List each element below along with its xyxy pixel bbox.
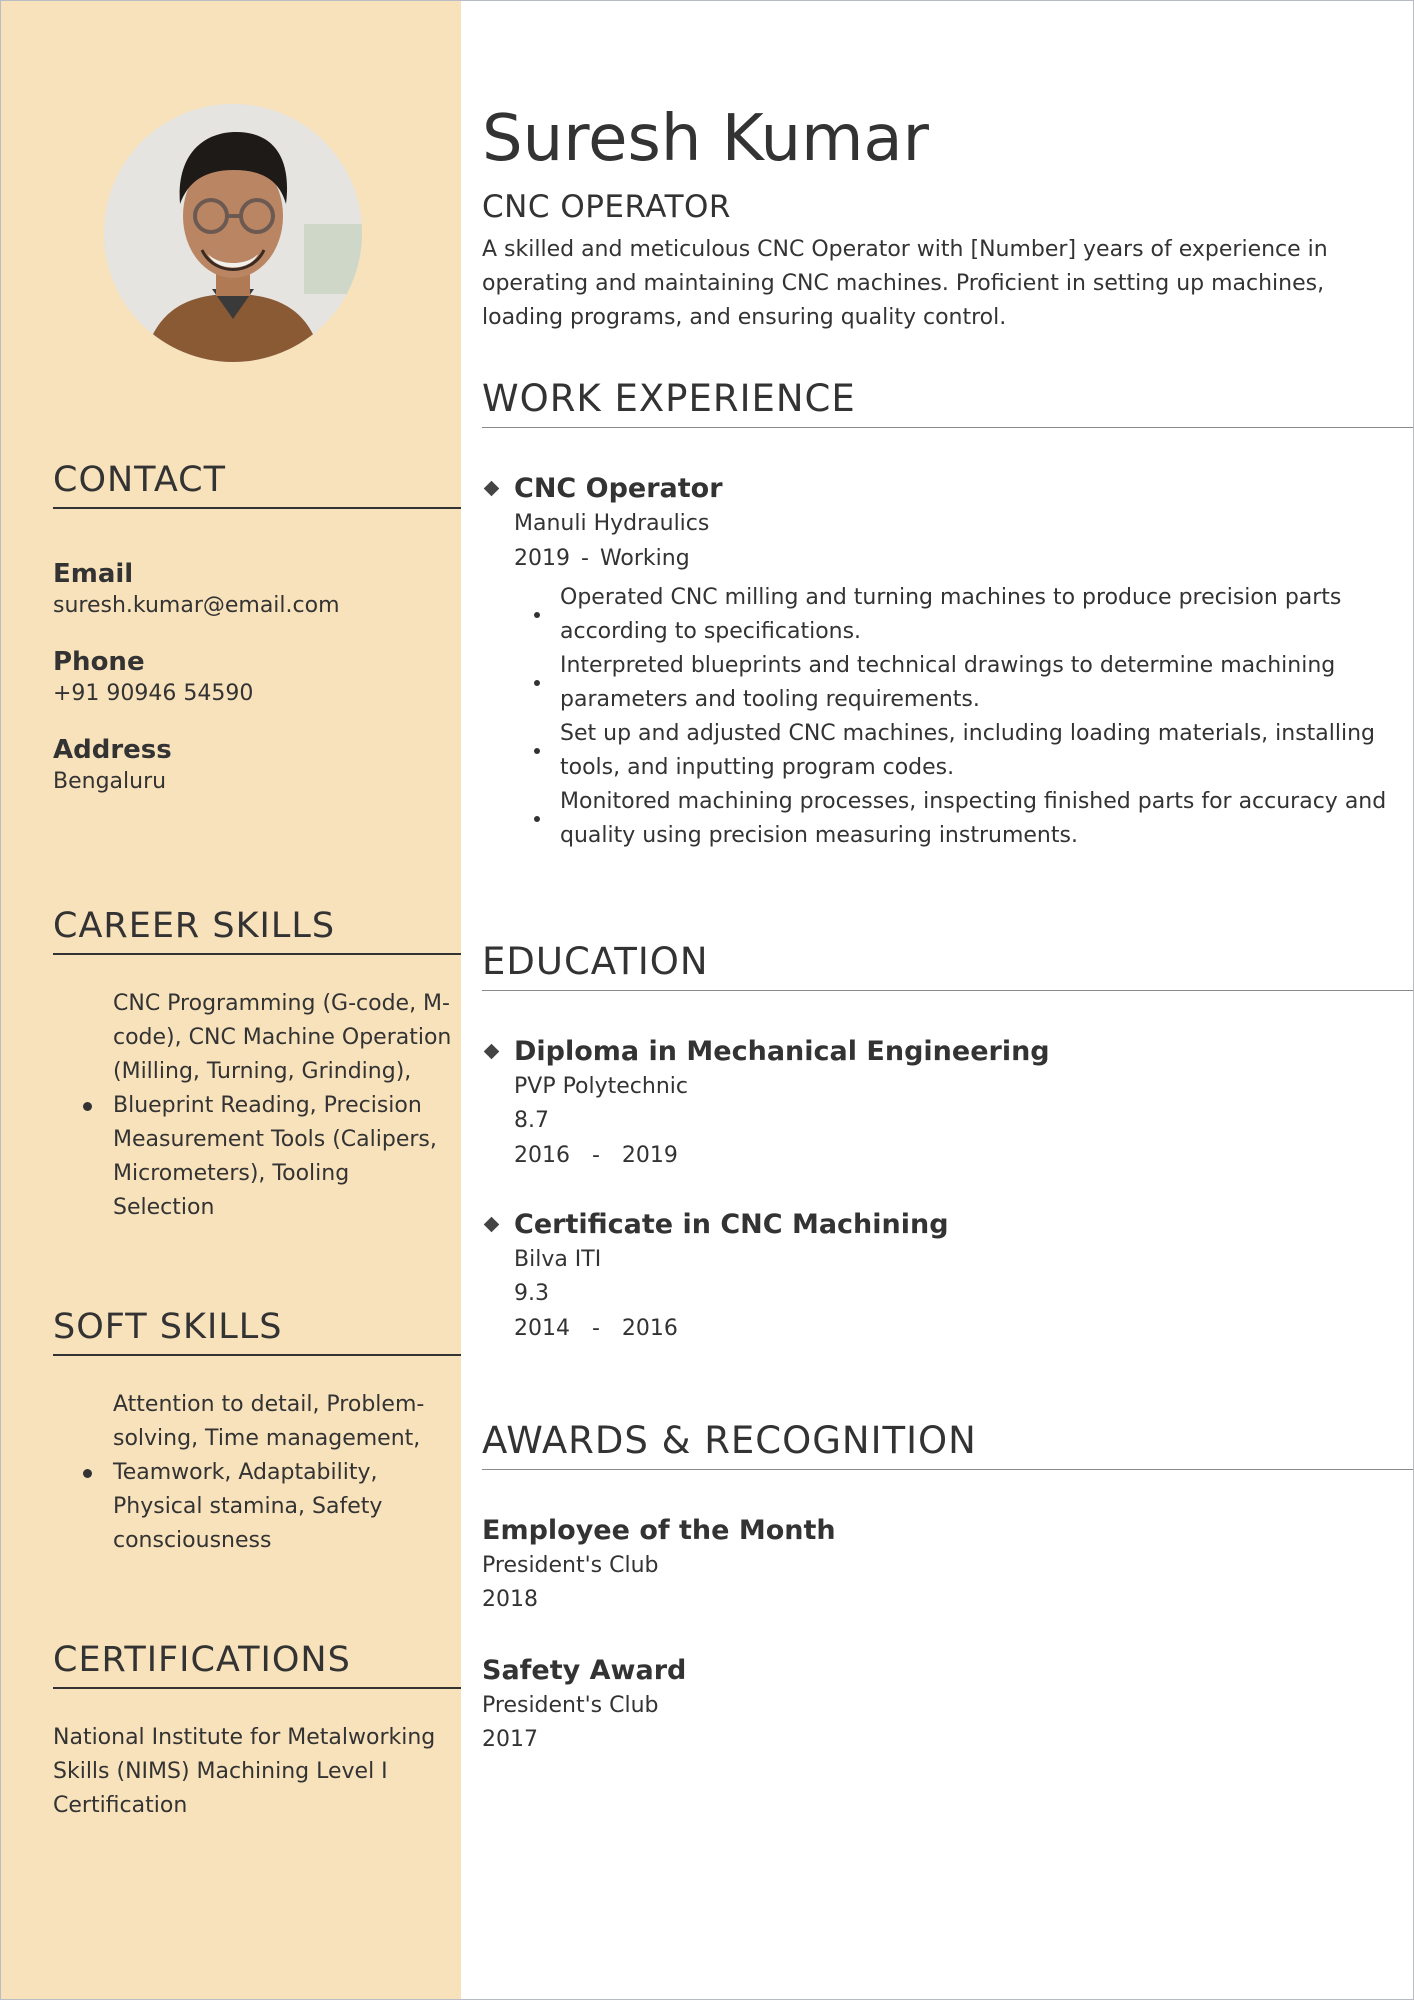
duty-text: Operated CNC milling and turning machines to produce precision parts according to specifications. [560, 585, 1342, 644]
education-dates: 2016 - 2019 [514, 1143, 678, 1168]
diamond-bullet-icon [484, 1217, 500, 1233]
candidate-name: Suresh Kumar [482, 102, 929, 176]
degree-title [482, 1207, 1392, 1243]
award-org: President's Club [482, 1693, 659, 1718]
bullet-icon [534, 612, 540, 618]
education-score: 8.7 [514, 1108, 549, 1133]
list-item [560, 581, 1392, 649]
list-item [560, 649, 1392, 717]
education-dates: 2014 - 2016 [514, 1316, 678, 1341]
list-item [113, 1388, 453, 1558]
school-name: PVP Polytechnic [514, 1074, 689, 1099]
list-item [560, 785, 1392, 853]
bullet-icon [534, 680, 540, 686]
certifications-section [53, 1721, 453, 1823]
education-end: 2019 [621, 1143, 678, 1168]
job-end: Working [599, 546, 690, 571]
list-item [113, 987, 453, 1225]
awards-heading: AWARDS & RECOGNITION [482, 1419, 1414, 1470]
career-skills-heading: CAREER SKILLS [53, 905, 461, 955]
degree-title [482, 1034, 1392, 1070]
award-org: President's Club [482, 1553, 659, 1578]
education-entry [482, 1207, 1392, 1347]
duty-text: Monitored machining processes, inspecting finished parts for accuracy and quality using precision measuring instruments. [560, 789, 1387, 848]
degree-text: Diploma in Mechanical Engineering [514, 1036, 1050, 1067]
sidebar [1, 1, 461, 1999]
award-entry [482, 1513, 1382, 1617]
bullet-icon [534, 816, 540, 822]
degree-text: Certificate in CNC Machining [514, 1209, 949, 1240]
profile-summary: A skilled and meticulous CNC Operator with [Number] years of experience in operating and maintaining CNC machines. Proficient in setting up machines, loading programs, and ensuring quality control. [482, 237, 1328, 330]
contact-heading: CONTACT [53, 459, 461, 509]
bullet-icon [83, 1102, 92, 1111]
phone-label: Phone [53, 647, 145, 677]
bullet-icon [83, 1469, 92, 1478]
duty-text: Interpreted blueprints and technical drawings to determine machining parameters and tooling requirements. [560, 653, 1336, 712]
profile-photo [104, 104, 362, 362]
address-label: Address [53, 735, 172, 765]
profile-photo-illustration [104, 104, 362, 362]
award-title: Safety Award [482, 1655, 687, 1686]
career-skills-list [53, 987, 453, 1225]
diamond-bullet-icon [484, 481, 500, 497]
job-company: Manuli Hydraulics [514, 511, 710, 536]
job-entry [482, 471, 1392, 853]
award-entry [482, 1653, 1382, 1757]
candidate-role: CNC OPERATOR [482, 189, 731, 225]
award-title: Employee of the Month [482, 1515, 836, 1546]
soft-skills-text: Attention to detail, Problem-solving, Time management, Teamwork, Adaptability, Physical stamina, Safety consciousness [113, 1392, 425, 1553]
list-item [560, 717, 1392, 785]
job-start: 2019 [514, 546, 570, 571]
job-duties-list [482, 581, 1392, 853]
address-value: Bengaluru [53, 769, 167, 794]
certification-text: National Institute for Metalworking Skills (NIMS) Machining Level I Certification [53, 1725, 436, 1818]
duty-text: Set up and adjusted CNC machines, including loading materials, installing tools, and inputting program codes. [560, 721, 1376, 780]
school-name: Bilva ITI [514, 1247, 602, 1272]
job-dates: 2019 - Working [514, 546, 690, 571]
soft-skills-list [53, 1388, 453, 1558]
certifications-heading: CERTIFICATIONS [53, 1639, 461, 1689]
award-year: 2017 [482, 1727, 538, 1752]
job-title-text: CNC Operator [514, 473, 723, 504]
career-skills-section [53, 987, 453, 1225]
work-experience-heading: WORK EXPERIENCE [482, 377, 1414, 428]
education-end: 2016 [621, 1316, 678, 1341]
phone-value[interactable]: +91 90946 54590 [53, 681, 254, 706]
email-label: Email [53, 559, 134, 589]
bullet-icon [534, 748, 540, 754]
soft-skills-heading: SOFT SKILLS [53, 1306, 461, 1356]
education-score: 9.3 [514, 1281, 549, 1306]
email-value[interactable]: suresh.kumar@email.com [53, 593, 340, 618]
career-skills-text: CNC Programming (G-code, M-code), CNC Machine Operation (Milling, Turning, Grinding), Blueprint Reading, Precision Measurement Tools (Calipers, Micrometers), Tooling Selection [113, 991, 452, 1220]
soft-skills-section [53, 1388, 453, 1558]
award-year: 2018 [482, 1587, 538, 1612]
education-entry [482, 1034, 1392, 1174]
diamond-bullet-icon [484, 1044, 500, 1060]
education-start: 2014 [514, 1316, 570, 1341]
contact-details [53, 557, 453, 821]
education-start: 2016 [514, 1143, 570, 1168]
job-title [482, 471, 1392, 507]
education-heading: EDUCATION [482, 940, 1414, 991]
